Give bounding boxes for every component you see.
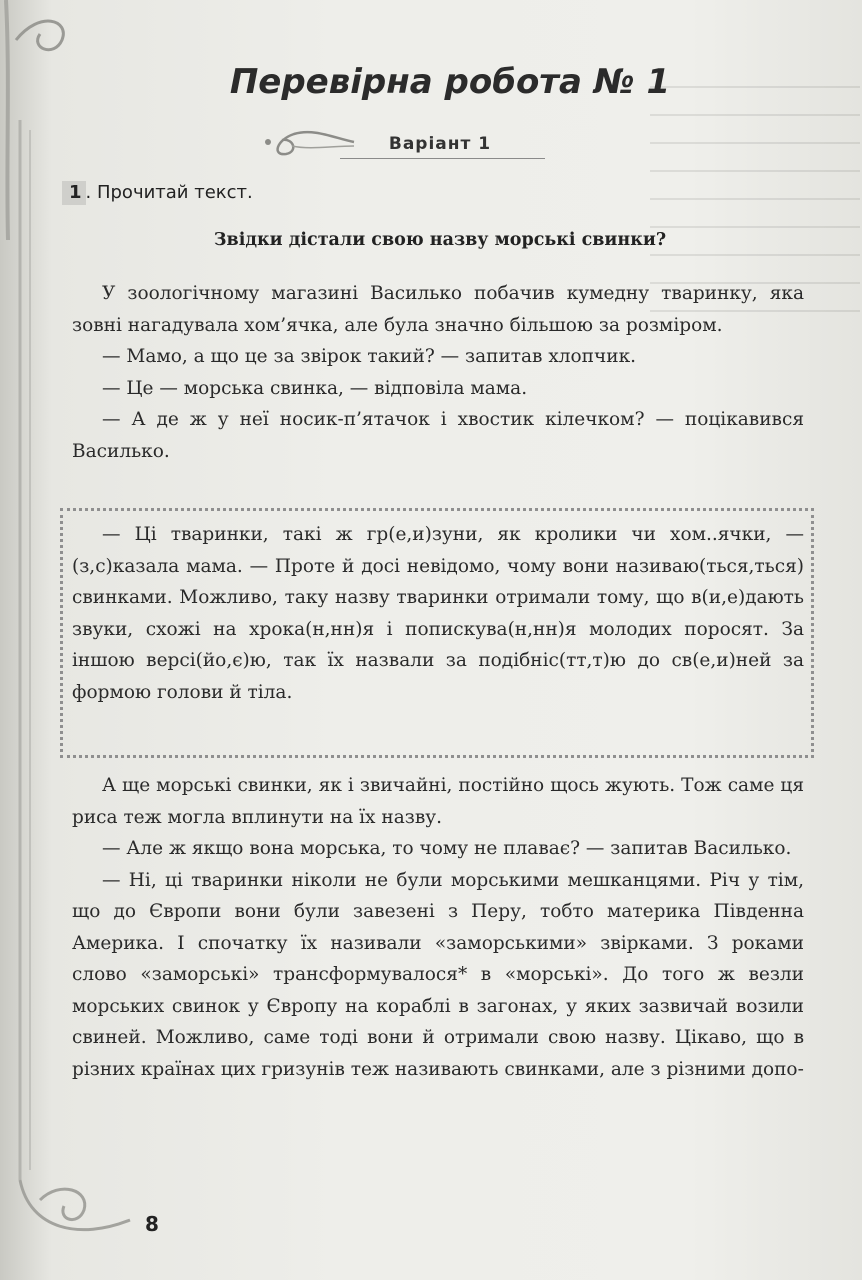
task-heading	[62, 181, 253, 205]
variant-label: Варіант 1	[388, 134, 492, 154]
intro-text	[72, 278, 804, 467]
boxed-text	[72, 519, 804, 708]
paragraph: — Це — морська свинка, — відповіла мама.	[102, 377, 528, 399]
article-title: Звідки дістали свою назву морські свинки?	[213, 230, 667, 250]
paragraph: — Ці тваринки, такі ж гр(е,и)зуни, як кролики чи хом..ячки, — (з,с)казала мама. — Проте й досі невідомо, чому вони називаю(ться,ться) свинками. Можливо, таку назву тваринки отримали тому, що в(и,е)дають звуки, схожі на хрока(н,нн)я і попискува(н,нн)я молодих поросят. За іншою версі(йо,є)ю, так їх назвали за подібніс(тт,т)ю до св(е,и)ней за формою голови й тіла.	[72, 524, 804, 703]
paragraph: А ще морські свинки, як і звичайні, постійно щось жують. Тож саме ця риса теж могла вплинути на їх назву.	[72, 775, 804, 828]
outro-text	[72, 770, 804, 1085]
paragraph: — А де ж у неї носик-п’ятачок і хвостик кілечком? — поцікавився Василько.	[72, 409, 804, 462]
paragraph: — Але ж якщо вона морська, то чому не плаває? — запитав Василько.	[102, 838, 792, 859]
paragraph: — Ні, ці тваринки ніколи не були морськими мешканцями. Річ у тім, що до Європи вони були завезені з Перу, тобто материка Південна Америка. І спочатку їх називали «заморськими» звірками. З роками слово «заморські» трансформувалося* в «морські». До того ж везли морських свинок у Європу на кораблі в загонах, у яких зазвичай возили свиней. Можливо, саме тоді вони й отримали свою назву. Цікаво, що в різних країнах цих гризунів теж називають свинками, але з різними допо-	[72, 869, 804, 1080]
paragraph: У зоологічному магазині Василько побачив кумедну тваринку, яка зовні нагадувала хом’ячка, але була значно більшою за розміром.	[72, 283, 804, 336]
variant-underline	[340, 158, 545, 159]
task-number: 1	[62, 181, 86, 205]
page-number: 8	[145, 1212, 159, 1236]
paragraph: — Мамо, а що це за звірок такий? — запитав хлопчик.	[102, 346, 637, 367]
page-title: Перевірна робота № 1	[229, 62, 671, 102]
task-instruction: . Прочитай текст.	[85, 182, 253, 203]
